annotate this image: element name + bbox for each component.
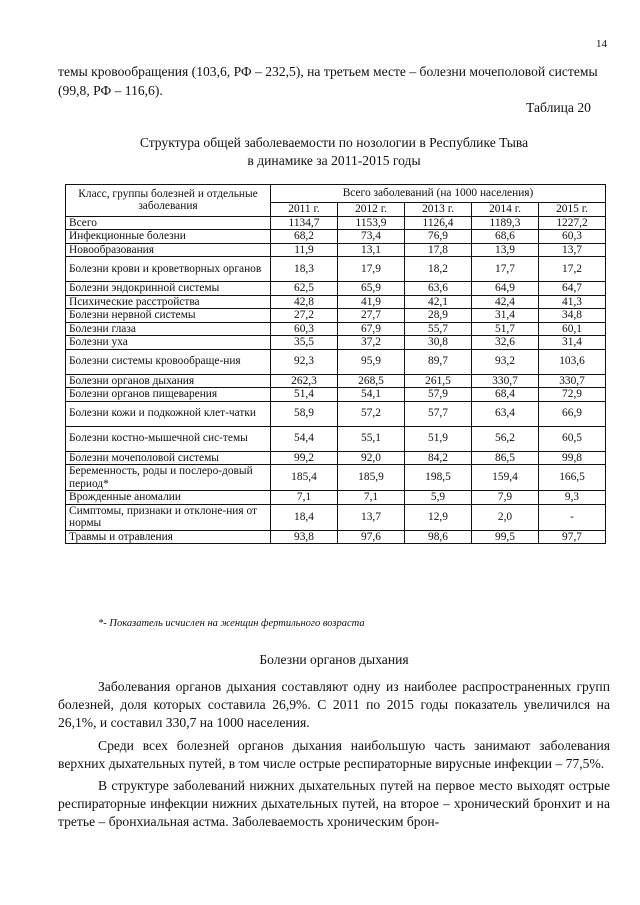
- table-row: [66, 322, 606, 336]
- value-cell: 93,8: [271, 530, 338, 544]
- value-cell: 54,4: [271, 426, 338, 451]
- value-cell: 7,1: [271, 491, 338, 505]
- value-cell: 185,9: [338, 465, 405, 491]
- disease-name: Болезни мочеполовой системы: [66, 451, 271, 465]
- table-row: [66, 465, 606, 491]
- value-cell: 99,8: [539, 451, 606, 465]
- value-cell: 68,4: [472, 388, 539, 402]
- value-cell: 5,9: [405, 491, 472, 505]
- paragraph: Заболевания органов дыхания составляют одну из наиболее распространенных групп болезней, доля которых составила 26,9%. С 2011 по 2015 годы показатель увеличился на 26,1%, и составил 330,7 на 1000 населения.: [58, 679, 610, 731]
- value-cell: 55,7: [405, 322, 472, 336]
- value-cell: 268,5: [338, 374, 405, 388]
- table-row: [66, 282, 606, 296]
- value-cell: 57,9: [405, 388, 472, 402]
- value-cell: 330,7: [539, 374, 606, 388]
- value-cell: 1227,2: [539, 216, 606, 230]
- page-number: 14: [596, 38, 607, 50]
- table-title-line-2: в динамике за 2011-2015 годы: [247, 153, 421, 168]
- value-cell: 92,3: [271, 349, 338, 374]
- disease-name: Болезни органов дыхания: [66, 374, 271, 388]
- table-row: [66, 451, 606, 465]
- table-row: [66, 349, 606, 374]
- value-cell: 97,7: [539, 530, 606, 544]
- value-cell: 13,7: [539, 243, 606, 257]
- value-cell: 42,4: [472, 295, 539, 309]
- value-cell: 84,2: [405, 451, 472, 465]
- value-cell: 18,4: [271, 504, 338, 530]
- value-cell: 11,9: [271, 243, 338, 257]
- value-cell: 13,7: [338, 504, 405, 530]
- value-cell: 1126,4: [405, 216, 472, 230]
- value-cell: 60,3: [271, 322, 338, 336]
- value-cell: 66,9: [539, 401, 606, 426]
- value-cell: 17,7: [472, 257, 539, 282]
- value-cell: 73,4: [338, 230, 405, 244]
- disease-name: Врожденные аномалии: [66, 491, 271, 505]
- value-cell: 51,4: [271, 388, 338, 402]
- value-cell: 2,0: [472, 504, 539, 530]
- value-cell: 64,7: [539, 282, 606, 296]
- paragraph: В структуре заболеваний нижних дыхательных путей на первое место выходят острые респираторные инфекции нижних дыхательных путей, на второе – хронический бронхит и на третье – бронхиальная астма. Заболеваемость хроническим брон-: [58, 778, 610, 830]
- value-cell: 166,5: [539, 465, 606, 491]
- value-cell: 35,5: [271, 336, 338, 350]
- value-cell: 17,9: [338, 257, 405, 282]
- disease-name: Болезни крови и кроветворных органов: [66, 257, 271, 282]
- value-cell: 92,0: [338, 451, 405, 465]
- morbidity-table: [65, 184, 606, 544]
- value-cell: 51,9: [405, 426, 472, 451]
- header-year: 2013 г.: [405, 203, 472, 217]
- disease-name: Болезни органов пищеварения: [66, 388, 271, 402]
- value-cell: 72,9: [539, 388, 606, 402]
- footnote: *- Показатель исчислен на женщин фертильного возраста: [98, 618, 365, 629]
- disease-name: Беременность, роды и послеро-довый период*: [66, 465, 271, 491]
- table-row: [66, 336, 606, 350]
- value-cell: 55,1: [338, 426, 405, 451]
- value-cell: 262,3: [271, 374, 338, 388]
- value-cell: 37,2: [338, 336, 405, 350]
- value-cell: 27,7: [338, 309, 405, 323]
- table-title-line-1: Структура общей заболеваемости по нозологии в Республике Тыва: [139, 135, 529, 150]
- value-cell: 12,9: [405, 504, 472, 530]
- table-body: [66, 216, 606, 544]
- value-cell: 17,8: [405, 243, 472, 257]
- table-row: [66, 401, 606, 426]
- value-cell: 54,1: [338, 388, 405, 402]
- value-cell: 261,5: [405, 374, 472, 388]
- value-cell: 95,9: [338, 349, 405, 374]
- intro-text: темы кровообращения (103,6, РФ – 232,5), на третьем месте – болезни мочеполовой системы (99,8, РФ – 116,6).: [58, 64, 598, 98]
- disease-name: Болезни глаза: [66, 322, 271, 336]
- paragraph: Среди всех болезней органов дыхания наибольшую часть занимают заболевания верхних дыхательных путей, в том числе острые респираторные вирусные инфекции – 77,5%.: [58, 737, 610, 771]
- value-cell: 13,1: [338, 243, 405, 257]
- value-cell: 60,5: [539, 426, 606, 451]
- table-row: [66, 491, 606, 505]
- value-cell: 89,7: [405, 349, 472, 374]
- value-cell: 42,8: [271, 295, 338, 309]
- header-year: 2014 г.: [472, 203, 539, 217]
- disease-name: Болезни уха: [66, 336, 271, 350]
- value-cell: 330,7: [472, 374, 539, 388]
- section-heading: Болезни органов дыхания: [259, 652, 409, 667]
- table-row: [66, 295, 606, 309]
- disease-name: Болезни костно-мышечной сис-темы: [66, 426, 271, 451]
- value-cell: 64,9: [472, 282, 539, 296]
- value-cell: 67,9: [338, 322, 405, 336]
- value-cell: 9,3: [539, 491, 606, 505]
- disease-name: Инфекционные болезни: [66, 230, 271, 244]
- value-cell: 1134,7: [271, 216, 338, 230]
- header-class: Класс, группы болезней и отдельные заболевания: [66, 185, 271, 217]
- value-cell: 27,2: [271, 309, 338, 323]
- value-cell: 18,3: [271, 257, 338, 282]
- header-year: 2011 г.: [271, 203, 338, 217]
- value-cell: 98,6: [405, 530, 472, 544]
- value-cell: 63,6: [405, 282, 472, 296]
- value-cell: -: [539, 504, 606, 530]
- table-row: [66, 388, 606, 402]
- body-text: [58, 678, 610, 836]
- value-cell: 76,9: [405, 230, 472, 244]
- value-cell: 93,2: [472, 349, 539, 374]
- value-cell: 31,4: [472, 309, 539, 323]
- disease-name: Болезни системы кровообраще-ния: [66, 349, 271, 374]
- value-cell: 97,6: [338, 530, 405, 544]
- disease-name: Травмы и отравления: [66, 530, 271, 544]
- disease-name: Болезни нервной системы: [66, 309, 271, 323]
- table-row: [66, 504, 606, 530]
- value-cell: 56,2: [472, 426, 539, 451]
- disease-name: Психические расстройства: [66, 295, 271, 309]
- value-cell: 65,9: [338, 282, 405, 296]
- table-row: [66, 257, 606, 282]
- value-cell: 99,2: [271, 451, 338, 465]
- table-row: [66, 216, 606, 230]
- value-cell: 57,2: [338, 401, 405, 426]
- value-cell: 31,4: [539, 336, 606, 350]
- table-row: [66, 374, 606, 388]
- value-cell: 86,5: [472, 451, 539, 465]
- value-cell: 185,4: [271, 465, 338, 491]
- value-cell: 68,6: [472, 230, 539, 244]
- value-cell: 198,5: [405, 465, 472, 491]
- value-cell: 60,3: [539, 230, 606, 244]
- table-row: [66, 530, 606, 544]
- value-cell: 58,9: [271, 401, 338, 426]
- value-cell: 34,8: [539, 309, 606, 323]
- table-label: Таблица 20: [526, 100, 591, 115]
- value-cell: 42,1: [405, 295, 472, 309]
- value-cell: 13,9: [472, 243, 539, 257]
- header-total: Всего заболеваний (на 1000 населения): [271, 185, 606, 203]
- header-year: 2012 г.: [338, 203, 405, 217]
- value-cell: 57,7: [405, 401, 472, 426]
- disease-name: Болезни эндокринной системы: [66, 282, 271, 296]
- table-row: [66, 309, 606, 323]
- value-cell: 1189,3: [472, 216, 539, 230]
- disease-name: Болезни кожи и подкожной клет-чатки: [66, 401, 271, 426]
- value-cell: 51,7: [472, 322, 539, 336]
- value-cell: 68,2: [271, 230, 338, 244]
- value-cell: 18,2: [405, 257, 472, 282]
- value-cell: 60,1: [539, 322, 606, 336]
- value-cell: 17,2: [539, 257, 606, 282]
- disease-name: Новообразования: [66, 243, 271, 257]
- value-cell: 28,9: [405, 309, 472, 323]
- disease-name: Всего: [66, 216, 271, 230]
- table-title: [58, 134, 610, 170]
- header-year: 2015 г.: [539, 203, 606, 217]
- table-row: [66, 426, 606, 451]
- value-cell: 62,5: [271, 282, 338, 296]
- table-row: [66, 230, 606, 244]
- value-cell: 41,9: [338, 295, 405, 309]
- value-cell: 63,4: [472, 401, 539, 426]
- disease-name: Симптомы, признаки и отклоне-ния от нормы: [66, 504, 271, 530]
- table-row: [66, 243, 606, 257]
- value-cell: 7,9: [472, 491, 539, 505]
- value-cell: 7,1: [338, 491, 405, 505]
- value-cell: 159,4: [472, 465, 539, 491]
- value-cell: 32,6: [472, 336, 539, 350]
- value-cell: 103,6: [539, 349, 606, 374]
- value-cell: 41,3: [539, 295, 606, 309]
- value-cell: 30,8: [405, 336, 472, 350]
- value-cell: 1153,9: [338, 216, 405, 230]
- value-cell: 99,5: [472, 530, 539, 544]
